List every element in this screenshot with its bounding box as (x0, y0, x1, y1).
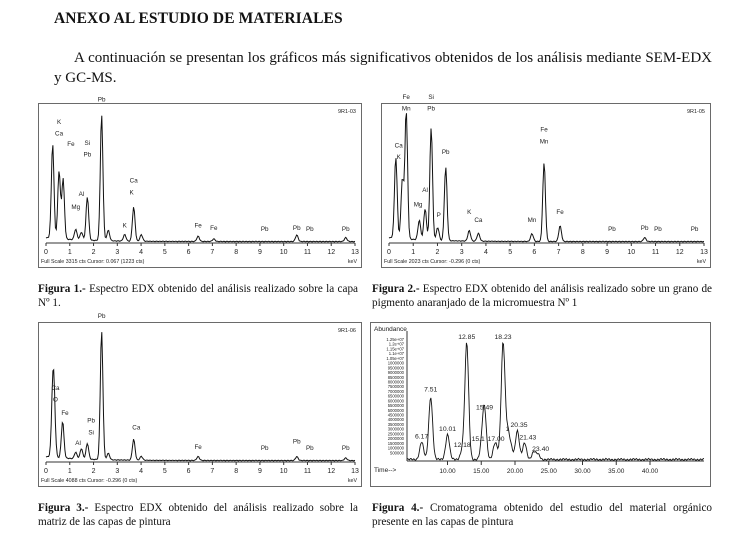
x-tick-label: 8 (234, 249, 239, 256)
x-tick-label: 5 (508, 249, 513, 256)
peak-label: Ca (55, 130, 64, 138)
peak-label: Fe (540, 126, 548, 134)
x-tick-label: 0 (44, 249, 48, 256)
chart-title: Abundance (374, 326, 407, 333)
y-tick-label: 1.2e+07 (388, 341, 404, 347)
x-tick-label: 40.00 (641, 468, 659, 475)
x-tick-label: 15.00 (473, 468, 490, 475)
figure-3-caption (38, 502, 358, 529)
peak-label: Pb (260, 445, 269, 453)
y-tick-label: 1000000 (387, 360, 404, 366)
peak-label: Pb (97, 96, 106, 104)
y-tick-label: 1.1e+07 (388, 351, 404, 357)
x-tick-label: 1 (411, 249, 416, 256)
peak-label: 12.85 (458, 333, 476, 341)
page-heading: ANEXO AL ESTUDIO DE MATERIALES (54, 10, 343, 27)
y-tick-label: 4500000 (387, 412, 404, 418)
peak-label: Pb (690, 226, 699, 234)
x-tick-label: 4 (483, 249, 488, 256)
x-tick-label: 10 (627, 249, 636, 256)
chart-footer: Full Scale 2023 cts Cursor: -0.296 (0 cts) (384, 259, 481, 265)
figure-2-caption-label: Figura 2.- (372, 283, 420, 295)
figure-3-caption-text: Espectro EDX obtenido del análisis realizado sobre la matriz de las capas de pintura (38, 502, 358, 528)
peak-label: Pb (292, 438, 301, 446)
x-tick-label: 25.00 (540, 468, 557, 475)
peak-label: K (56, 118, 62, 126)
y-tick-label: 1000000 (387, 445, 404, 451)
unit-label: keV (347, 478, 357, 484)
x-tick-label: 20.00 (506, 468, 524, 475)
peak-label: Pb (260, 226, 269, 234)
peak-label: Mn (527, 217, 537, 225)
y-tick-label: 2000000 (387, 436, 404, 442)
y-tick-label: 6500000 (387, 393, 404, 399)
figure-2-caption-text: Espectro EDX obtenido del análisis realizado sobre un grano de pigmento anaranjado de la micromuestra Nº 1 (372, 283, 713, 309)
y-tick-label: 8500000 (387, 374, 404, 380)
peak-label: P (436, 211, 441, 219)
x-tick-label: 9 (257, 249, 262, 256)
x-tick-label: 7 (210, 468, 215, 475)
y-tick-label: 1.25e+07 (386, 337, 404, 342)
sample-id: 9R1-03 (337, 109, 356, 115)
peak-label: Pb (87, 417, 96, 425)
x-tick-label: 13 (700, 249, 708, 256)
x-tick-label: 5 (162, 468, 167, 475)
y-tick-label: 1500000 (387, 440, 404, 446)
x-tick-label: 4 (139, 249, 144, 256)
y-tick-label: 8000000 (387, 379, 404, 385)
peak-label: K (129, 189, 134, 197)
peak-label: 15.1 (471, 435, 485, 443)
peak-label: Si (84, 139, 91, 147)
peak-label: Pb (640, 224, 649, 232)
y-tick-label: 5000000 (387, 407, 404, 413)
x-tick-label: 13 (351, 468, 359, 475)
y-tick-label: 9500000 (387, 365, 404, 371)
y-tick-label: 1.05e+07 (386, 355, 404, 361)
peak-label: Ca (129, 177, 138, 185)
x-tick-label: 1 (67, 249, 72, 256)
y-tick-label: 7000000 (387, 388, 404, 394)
x-tick-label: 12 (675, 249, 684, 256)
peak-label: Fe (210, 224, 218, 232)
y-tick-label: 5500000 (387, 403, 404, 409)
peak-label: Pb (654, 226, 662, 234)
x-tick-label: 8 (580, 249, 585, 256)
figure-4-caption-label: Figura 4.- (372, 502, 424, 514)
y-tick-label: 3000000 (387, 426, 404, 432)
peak-label: 23.40 (532, 445, 550, 453)
spectrum-trace (46, 332, 355, 461)
peak-label: 12.18 (453, 442, 471, 450)
x-tick-label: 12 (327, 468, 336, 475)
unit-label: keV (696, 259, 706, 265)
figure-1-chart (38, 96, 362, 268)
x-tick-label: 5 (162, 249, 167, 256)
peak-label: 6.17 (415, 433, 429, 441)
spectrum-trace (407, 343, 704, 461)
x-tick-label: 11 (651, 249, 660, 256)
x-tick-label: 35.00 (608, 468, 625, 475)
x-tick-label: 10.00 (439, 468, 456, 475)
peak-label: Mn (539, 138, 549, 146)
peak-label: Ca (51, 384, 60, 392)
peak-label: Pb (97, 312, 106, 320)
peak-label: Fe (194, 222, 202, 230)
peak-label: K (122, 222, 127, 230)
x-tick-label: 0 (44, 468, 48, 475)
peak-label: Pb (441, 148, 450, 156)
peak-label: Si (428, 93, 434, 101)
peak-label: Fe (556, 209, 564, 217)
figure-1-svg (39, 96, 361, 267)
unit-label: keV (347, 259, 357, 265)
sample-id: 9R1-05 (686, 109, 705, 115)
peak-label: 18.23 (494, 333, 512, 341)
peak-label: Mg (71, 203, 81, 211)
figure-3-chart (38, 312, 362, 487)
figure-4-caption (372, 502, 712, 529)
peak-label: 1 (505, 425, 510, 433)
x-tick-label: 10 (279, 468, 288, 475)
peak-label: Pb (341, 226, 350, 234)
peak-label: Pb (305, 445, 314, 453)
peak-label: Ca (394, 142, 403, 150)
peak-label: Si (88, 429, 94, 437)
x-tick-label: 9 (257, 468, 262, 475)
x-tick-label: 8 (234, 468, 239, 475)
figure-3-svg (39, 312, 361, 486)
peak-label: Mg (413, 201, 423, 209)
intro-paragraph: A continuación se presentan los gráficos más significativos obtenidos de los análisis mediante SEM-EDX y GC-MS. (54, 50, 712, 86)
peak-label: Pb (292, 224, 301, 232)
figure-4-svg (371, 323, 710, 486)
figure-3-caption-label: Figura 3.- (38, 502, 89, 514)
y-tick-label: 2500000 (387, 431, 404, 437)
figure-1-caption-label: Figura 1.- (38, 283, 86, 295)
x-tick-label: 3 (459, 249, 464, 256)
peak-label: 21.43 (519, 434, 537, 442)
figure-1-caption (38, 283, 358, 310)
peak-label: Fe (194, 443, 202, 451)
peak-label: 7.51 (424, 386, 438, 394)
peak-label: Pb (608, 226, 616, 234)
x-tick-label: 6 (186, 468, 191, 475)
y-tick-label: 6000000 (387, 398, 404, 404)
peak-label: Ca (132, 424, 141, 432)
x-tick-label: 12 (327, 249, 336, 256)
peak-label: Al (75, 439, 81, 447)
x-tick-label: 7 (210, 249, 215, 256)
peak-label: Fe (402, 93, 410, 101)
x-tick-label: 2 (91, 468, 96, 475)
x-tick-label: 7 (556, 249, 561, 256)
x-tick-label: 13 (351, 249, 359, 256)
x-tick-label: 3 (115, 249, 120, 256)
peak-label: Pb (427, 105, 436, 113)
peak-label: Ca (474, 217, 483, 225)
figure-4-chart (370, 322, 711, 487)
peak-label: 17.00 (487, 435, 505, 443)
figure-2-svg (382, 93, 710, 267)
peak-label: Fe (67, 141, 75, 149)
y-tick-label: 9000000 (387, 370, 404, 376)
peak-label: Fe (61, 409, 69, 417)
peak-label: 20.35 (510, 421, 528, 429)
peak-label: K (396, 154, 401, 162)
x-tick-label: 3 (115, 468, 120, 475)
y-tick-label: 1.15e+07 (386, 346, 404, 352)
peak-label: Al (78, 190, 85, 198)
peak-label: O (53, 396, 58, 404)
x-tick-label: 10 (279, 249, 288, 256)
y-tick-label: 500000 (390, 450, 404, 456)
x-tick-label: 30.00 (574, 468, 591, 475)
x-tick-label: 11 (303, 249, 312, 256)
y-tick-label: 7500000 (387, 384, 404, 390)
x-tick-label: 0 (387, 249, 391, 256)
peak-label: Pb (83, 151, 92, 159)
peak-label: Pb (341, 445, 350, 453)
peak-label: Al (422, 186, 428, 194)
x-tick-label: 2 (91, 249, 96, 256)
peak-label: K (467, 209, 472, 217)
x-tick-label: 11 (303, 468, 312, 475)
peak-label: Mn (401, 105, 411, 113)
x-tick-label: 6 (186, 249, 191, 256)
x-tick-label: 1 (67, 468, 72, 475)
sample-id: 9R1-06 (337, 328, 356, 334)
peak-label: Pb (305, 226, 314, 234)
figure-4-caption-text: Cromatograma obtenido del estudio del material orgánico presente en las capas de pintura (372, 502, 713, 528)
y-tick-label: 3500000 (387, 421, 404, 427)
x-tick-label: 2 (435, 249, 440, 256)
x-tick-label: 4 (139, 468, 144, 475)
chart-footer: Full Scale 4088 cts Cursor: -0.296 (0 cts) (41, 478, 138, 484)
x-tick-label: 6 (532, 249, 537, 256)
y-tick-label: 4000000 (387, 417, 404, 423)
peak-label: 15.49 (476, 404, 494, 412)
figure-2-chart (381, 93, 711, 268)
chart-footer: Full Scale 3315 cts Cursor: 0.067 (1223 cts) (41, 259, 145, 265)
x-tick-label: 9 (605, 249, 610, 256)
figure-2-caption (372, 283, 712, 310)
x-axis-label: Time--> (374, 467, 397, 474)
peak-label: 10.01 (439, 425, 457, 433)
figure-1-caption-text: Espectro EDX obtenido del análisis realizado sobre la capa Nº 1. (38, 283, 359, 309)
